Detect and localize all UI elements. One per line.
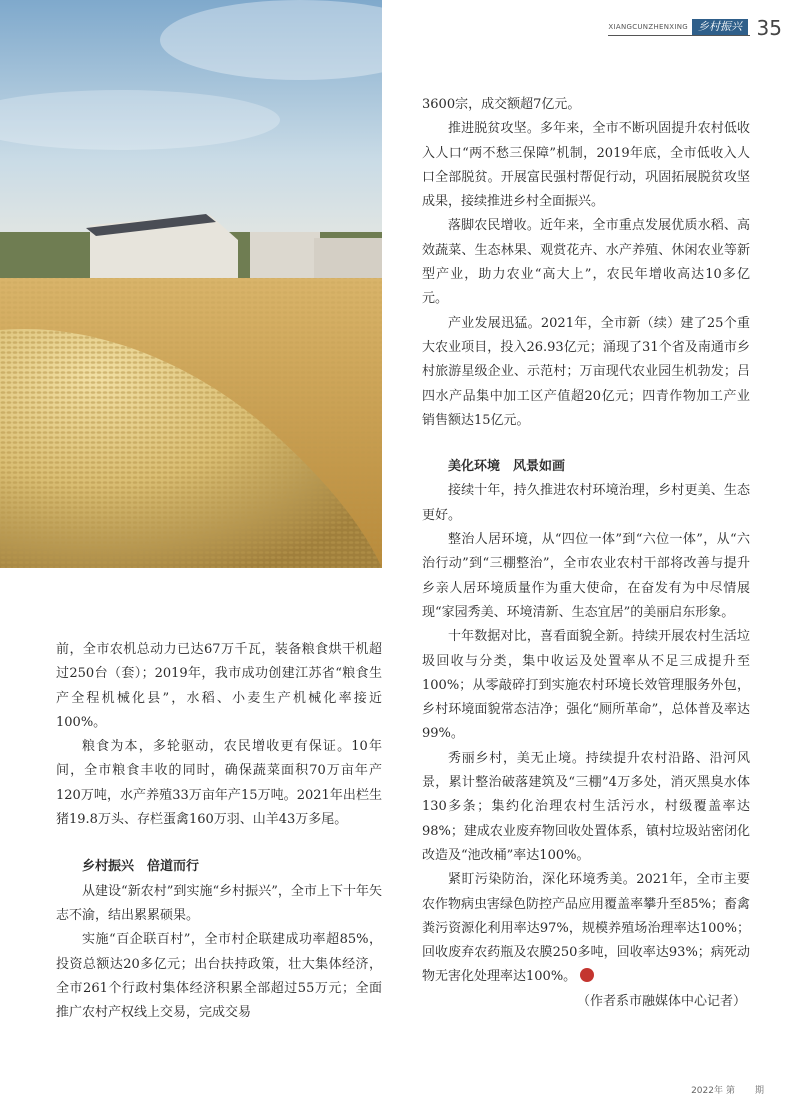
paragraph: 整治人居环境，从“四位一体”到“六位一体”，从“六治行动”到“三棚整治”，全市农业农村干部将改善与提升乡亲人居环境质量作为重大使命，在奋发有为中尽情展现“家园秀美、环境清新、生态宜居”的美丽启东形象。 bbox=[422, 532, 750, 620]
end-mark-icon bbox=[580, 968, 594, 982]
author-note: （作者系市融媒体中心记者） bbox=[576, 993, 746, 1009]
wheat-harvest-illustration bbox=[0, 0, 382, 568]
paragraph-final bbox=[422, 868, 750, 989]
right-column bbox=[422, 93, 750, 1014]
section-heading: 乡村振兴 倍道而行 bbox=[82, 859, 200, 875]
footer-di: 第 bbox=[725, 1086, 735, 1096]
paragraph: 3600宗，成交额超7亿元。 bbox=[422, 97, 581, 112]
paragraph: 秀丽乡村，美无止境。持续提升农村沿路、沿河风景，累计整治破落建筑及“三棚”4万多处，消灭黑臭水体130多条；集约化治理农村生活污水，村级覆盖率达98%；建成农业废弃物回收处置体系，镇村垃圾站密闭化改造及“池改桶”率达100%。 bbox=[422, 750, 750, 863]
section-gap bbox=[422, 433, 750, 455]
paragraph: 从建设“新农村”到实施“乡村振兴”，全市上下十年矢志不渝，结出累累硕果。 bbox=[56, 883, 382, 923]
left-column bbox=[56, 638, 382, 1025]
footer-year: 2022年 bbox=[691, 1086, 723, 1096]
paragraph-text: 紧盯污染防治，深化环境秀美。2021年，全市主要农作物病虫害绿色防控产品应用覆盖率攀升至85%；畜禽粪污资源化利用率达97%，规模养殖场治理率达100%；回收废弃农药瓶及农膜250多吨，回收率达93%；病死动物无害化处理率达100%。 bbox=[422, 872, 750, 985]
paragraph: 实施“百企联百村”，全市村企联建成功率超85%，投资总额达20多亿元；出台扶持政策，壮大集体经济，全市261个行政村集体经济积累全部超过55万元；全面推广农村产权线上交易，完成交易 bbox=[56, 932, 382, 1021]
footer-qi: 期 bbox=[754, 1086, 764, 1096]
paragraph: 落脚农民增收。近年来，全市重点发展优质水稻、高效蔬菜、生态林果、观赏花卉、水产养殖、休闲农业等新型产业，助力农业“高大上”，农民年增收高达10多亿元。 bbox=[422, 218, 750, 307]
running-header bbox=[608, 14, 748, 40]
page-number: 35 bbox=[756, 16, 782, 40]
paragraph: 前，全市农机总动力已达67万千瓦，装备粮食烘干机超过250台（套）；2019年，我市成功创建江苏省“粮食生产全程机械化县”，水稻、小麦生产机械化率接近100%。 bbox=[56, 642, 382, 730]
section-gap bbox=[56, 832, 382, 855]
section-badge: 乡村振兴 bbox=[692, 19, 748, 35]
section-heading: 美化环境 风景如画 bbox=[448, 459, 566, 475]
paragraph: 十年数据对比，喜看面貌全新。持续开展农村生活垃圾回收与分类，集中收运及处置率从不足三成提升至100%；从零敲碎打到实施农村环境长效管理服务外包，乡村环境面貌常态洁净；强化“厕所革命”，总体普及率达99%。 bbox=[422, 629, 750, 742]
page-footer bbox=[691, 1083, 764, 1096]
paragraph: 推进脱贫攻坚。多年来，全市不断巩固提升农村低收入人口“两不愁三保障”机制，2019年底，全市低收入人口全部脱贫。开展富民强村帮促行动，巩固拓展脱贫攻坚成果，接续推进乡村全面振兴。 bbox=[422, 121, 750, 210]
section-pinyin: XIANGCUNZHENXING bbox=[608, 23, 688, 31]
header-rule bbox=[608, 35, 750, 36]
paragraph: 接续十年，持久推进农村环境治理，乡村更美、生态更好。 bbox=[422, 483, 750, 523]
paragraph: 产业发展迅猛。2021年，全市新（续）建了25个重大农业项目，投入26.93亿元；涌现了31个省及南通市乡村旅游星级企业、示范村；万亩现代农业园生机勃发；吕四水产品集中加工区产值超20亿元；四青作物加工产业销售额达15亿元。 bbox=[422, 315, 750, 428]
paragraph: 粮食为本，多轮驱动，农民增收更有保证。10年间，全市粮食丰收的同时，确保蔬菜面积70万亩年产120万吨，水产养殖33万亩年产15万吨。2021年出栏生猪19.8万头、存栏蛋禽160万羽、山羊43万多尾。 bbox=[56, 739, 382, 828]
wheat-harvest-photo bbox=[0, 0, 382, 568]
